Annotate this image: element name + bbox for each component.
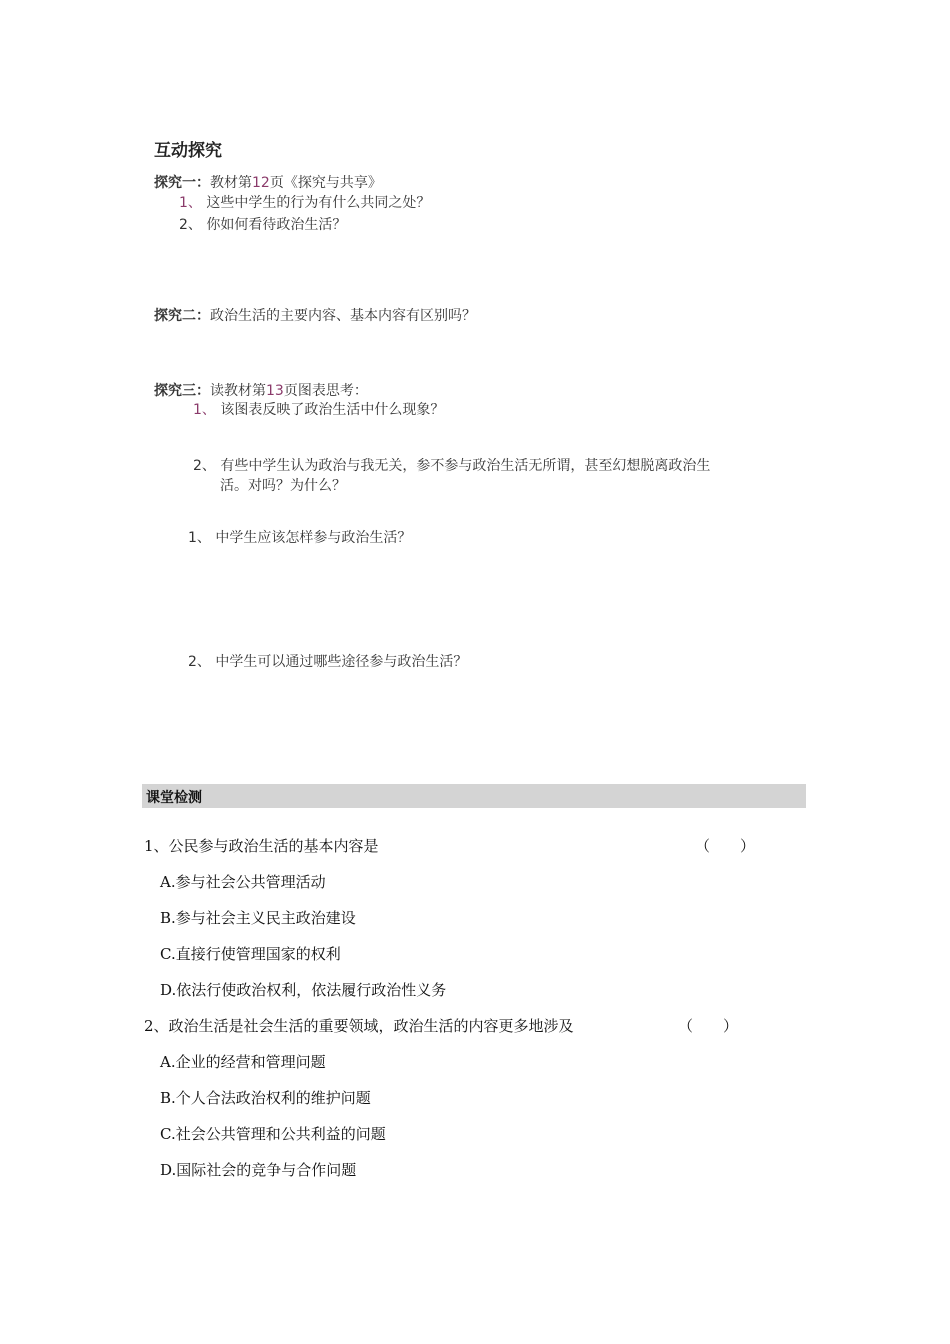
quiz-2-option-c: C.社会公共管理和公共利益的问题 bbox=[160, 1125, 386, 1143]
explore1-heading bbox=[154, 172, 382, 192]
quiz-2-option-d: D.国际社会的竞争与合作问题 bbox=[160, 1161, 357, 1179]
quiz-1-option-a: A.参与社会公共管理活动 bbox=[160, 873, 326, 891]
check-title: 课堂检测 bbox=[146, 790, 202, 806]
explore1-item-2-text: 你如何看待政治生活？ bbox=[206, 217, 347, 233]
quiz-2-option-b: B.个人合法政治权利的维护问题 bbox=[160, 1089, 371, 1107]
explore3-item-2-cont: 活。对吗？为什么？ bbox=[220, 478, 346, 494]
explore1-page: 12 bbox=[252, 175, 270, 191]
explore1-item-1-text: 这些中学生的行为有什么共同之处？ bbox=[206, 195, 431, 211]
extra-question-1-num: 1、 bbox=[188, 530, 211, 546]
explore3-prefix: 读教材第 bbox=[210, 383, 266, 399]
quiz-2-question: 2、政治生活是社会生活的重要领域，政治生活的内容更多地涉及 bbox=[144, 1017, 574, 1035]
check-section-bar bbox=[142, 784, 806, 808]
explore1-suffix: 页《探究与共享》 bbox=[269, 175, 382, 191]
explore1-item-1-num: 1、 bbox=[179, 195, 202, 211]
explore3-suffix: 页图表思考： bbox=[283, 383, 368, 399]
extra-question-1-text: 中学生应该怎样参与政治生活？ bbox=[215, 530, 412, 546]
explore3-page: 13 bbox=[266, 383, 284, 399]
quiz-1-question: 1、公民参与政治生活的基本内容是 bbox=[144, 837, 379, 855]
extra-question-2-num: 2、 bbox=[188, 654, 211, 670]
explore3-label: 探究三： bbox=[154, 383, 210, 399]
extra-question-2 bbox=[188, 651, 467, 671]
section-title: 互动探究 bbox=[154, 141, 222, 161]
explore2-label: 探究二： bbox=[154, 308, 210, 324]
explore1-prefix: 教材第 bbox=[210, 175, 252, 191]
explore3-item-1 bbox=[193, 399, 444, 419]
explore1-item-2 bbox=[179, 214, 346, 234]
quiz-1-option-b: B.参与社会主义民主政治建设 bbox=[160, 909, 356, 927]
quiz-1-option-d: D.依法行使政治权利，依法履行政治性义务 bbox=[160, 981, 447, 999]
quiz-2-answer-paren: （ ） bbox=[678, 1017, 739, 1035]
explore2-text: 政治生活的主要内容、基本内容有区别吗？ bbox=[210, 308, 476, 324]
explore3-item-2-num: 2、 bbox=[193, 458, 216, 474]
explore3-item-2 bbox=[193, 455, 710, 475]
quiz-1-option-c: C.直接行使管理国家的权利 bbox=[160, 945, 341, 963]
explore1-item-1 bbox=[179, 192, 430, 212]
quiz-1-answer-paren: （ ） bbox=[695, 837, 756, 855]
explore3-item-2-text: 有些中学生认为政治与我无关，参不参与政治生活无所谓，甚至幻想脱离政治生 bbox=[220, 458, 711, 474]
explore3-heading bbox=[154, 380, 368, 400]
explore1-label: 探究一： bbox=[154, 175, 210, 191]
explore1-item-2-num: 2、 bbox=[179, 217, 202, 233]
explore3-item-1-text: 该图表反映了政治生活中什么现象？ bbox=[220, 402, 445, 418]
extra-question-2-text: 中学生可以通过哪些途径参与政治生活？ bbox=[215, 654, 468, 670]
quiz-2-option-a: A.企业的经营和管理问题 bbox=[160, 1053, 326, 1071]
explore3-item-1-num: 1、 bbox=[193, 402, 216, 418]
explore2-line bbox=[154, 305, 476, 325]
extra-question-1 bbox=[188, 527, 411, 547]
